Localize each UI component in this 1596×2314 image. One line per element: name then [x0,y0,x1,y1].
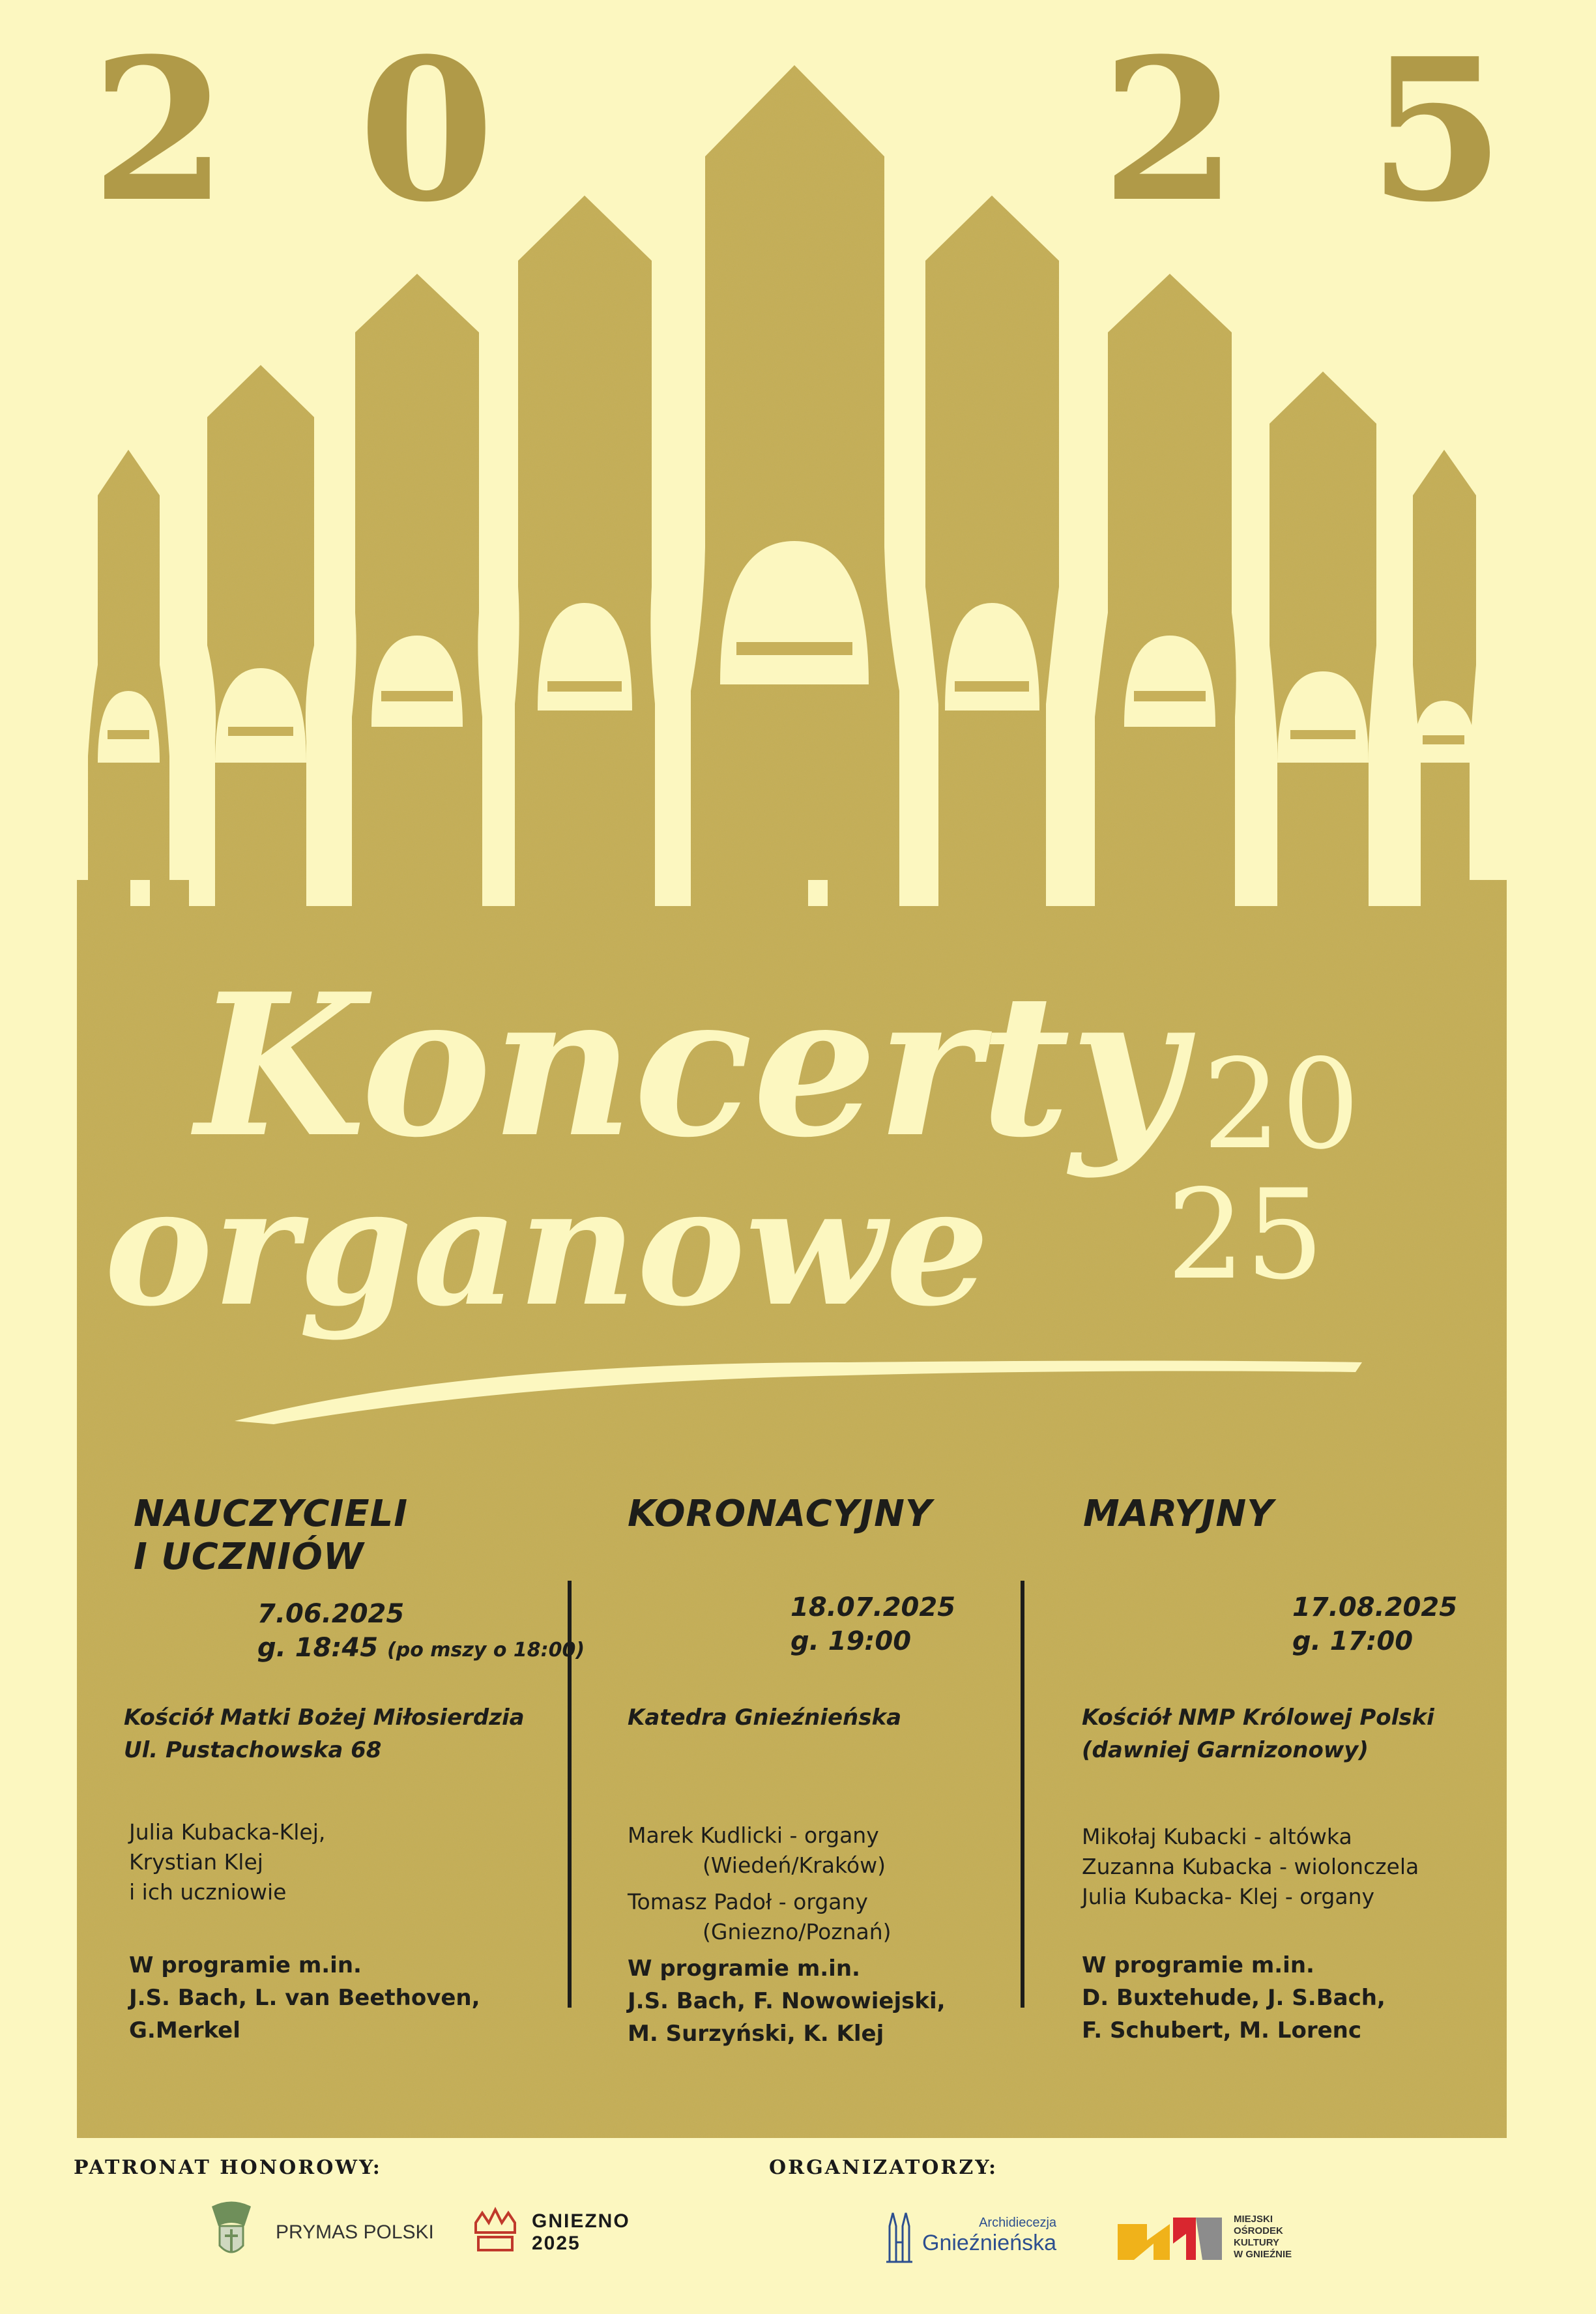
cathedral-icon [883,2206,916,2265]
year-digit-1: 2 [91,15,227,245]
organ-pipe-2 [207,365,314,906]
concert-1-place: Kościół Matki Bożej Miłosierdzia Ul. Pustachowska 68 [124,1705,525,1763]
year-digit-4: 5 [1369,15,1505,245]
concert-3-place: Kościół NMP Królowej Polski (dawniej Garnizonowy) [1082,1705,1434,1763]
title-line-2: organowe [104,1150,990,1342]
organizers-label: ORGANIZATORZY: [769,2156,998,2179]
crown-icon [469,2203,521,2262]
logo-archdiocese [883,2203,1056,2268]
organ-pipe-3 [352,274,482,906]
concert-2-date: 18.07.2025 g. 19:00 [791,1592,956,1656]
coat-of-arms-icon [205,2200,257,2265]
year-digit-3: 2 [1101,15,1238,245]
organ-pipe-9 [1413,450,1476,906]
concert-3-performers: Mikołaj Kubacki - altówka Zuzanna Kubacka - wiolonczela Julia Kubacka- Klej - organy [1082,1824,1419,1909]
organ-pipe-7 [1095,274,1236,906]
gniezno-text: GNIEZNO [532,2210,630,2232]
year-digit-2: 0 [358,15,495,245]
concert-2-program: W programie m.in. J.S. Bach, F. Nowowiejski, M. Surzyński, K. Klej [628,1955,946,2047]
title-year-top: 20 [1202,1033,1360,1177]
concert-3-title: MARYJNY [1083,1493,1274,1535]
concert-2-place: Katedra Gnieźnieńska [628,1705,902,1731]
logo-prymas-polski [205,2200,434,2265]
organ-pipe-1 [88,450,169,906]
organ-pipe-8 [1270,372,1376,906]
organ-pipe-5 [691,65,899,906]
archdiocese-line-1: Archidiecezja [979,2216,1057,2230]
concert-2-title: KORONACYJNY [628,1493,933,1535]
concert-1-title: NAUCZYCIELI I UCZNIÓW [134,1493,409,1578]
concert-3-date: 17.08.2025 g. 17:00 [1292,1592,1458,1656]
concert-2-performers: Marek Kudlicki - organy (Wiedeń/Kraków) Tomasz Padoł - organy (Gniezno/Poznań) [628,1823,892,1944]
mok-mark-icon [1118,2214,1222,2260]
gniezno-year-text: 2025 [532,2233,581,2254]
mok-line-1: MIEJSKI [1234,2214,1273,2225]
concert-1-program: W programie m.in. J.S. Bach, L. van Beethoven, G.Merkel [129,1952,480,2043]
concert-1-performers: Julia Kubacka-Klej, Krystian Klej i ich uczniowie [129,1819,326,1905]
title-year-bottom: 25 [1167,1163,1324,1307]
concert-1-time-note: (po mszy o 18:00) [387,1639,585,1662]
logo-gniezno-2025 [469,2203,630,2262]
patronage-label: PATRONAT HONOROWY: [74,2156,382,2179]
concert-3-program: W programie m.in. D. Buxtehude, J. S.Bach, F. Schubert, M. Lorenc [1082,1952,1386,2043]
organ-pipe-4 [515,196,655,906]
title-line-1: Koncerty [196,950,1184,1180]
prymas-polski-text: PRYMAS POLSKI [276,2221,434,2243]
archdiocese-line-2: Gnieźnieńska [922,2231,1057,2255]
mok-line-4: W GNIEŹNIE [1234,2249,1292,2260]
organ-pipe-6 [925,196,1059,906]
concert-1-date: 7.06.2025 g. 18:45 (po mszy o 18:00) [257,1599,585,1663]
mok-line-3: KULTURY [1234,2237,1279,2248]
logo-mok-gniezno [1118,2211,1292,2263]
mok-line-2: OŚRODEK [1234,2225,1283,2236]
